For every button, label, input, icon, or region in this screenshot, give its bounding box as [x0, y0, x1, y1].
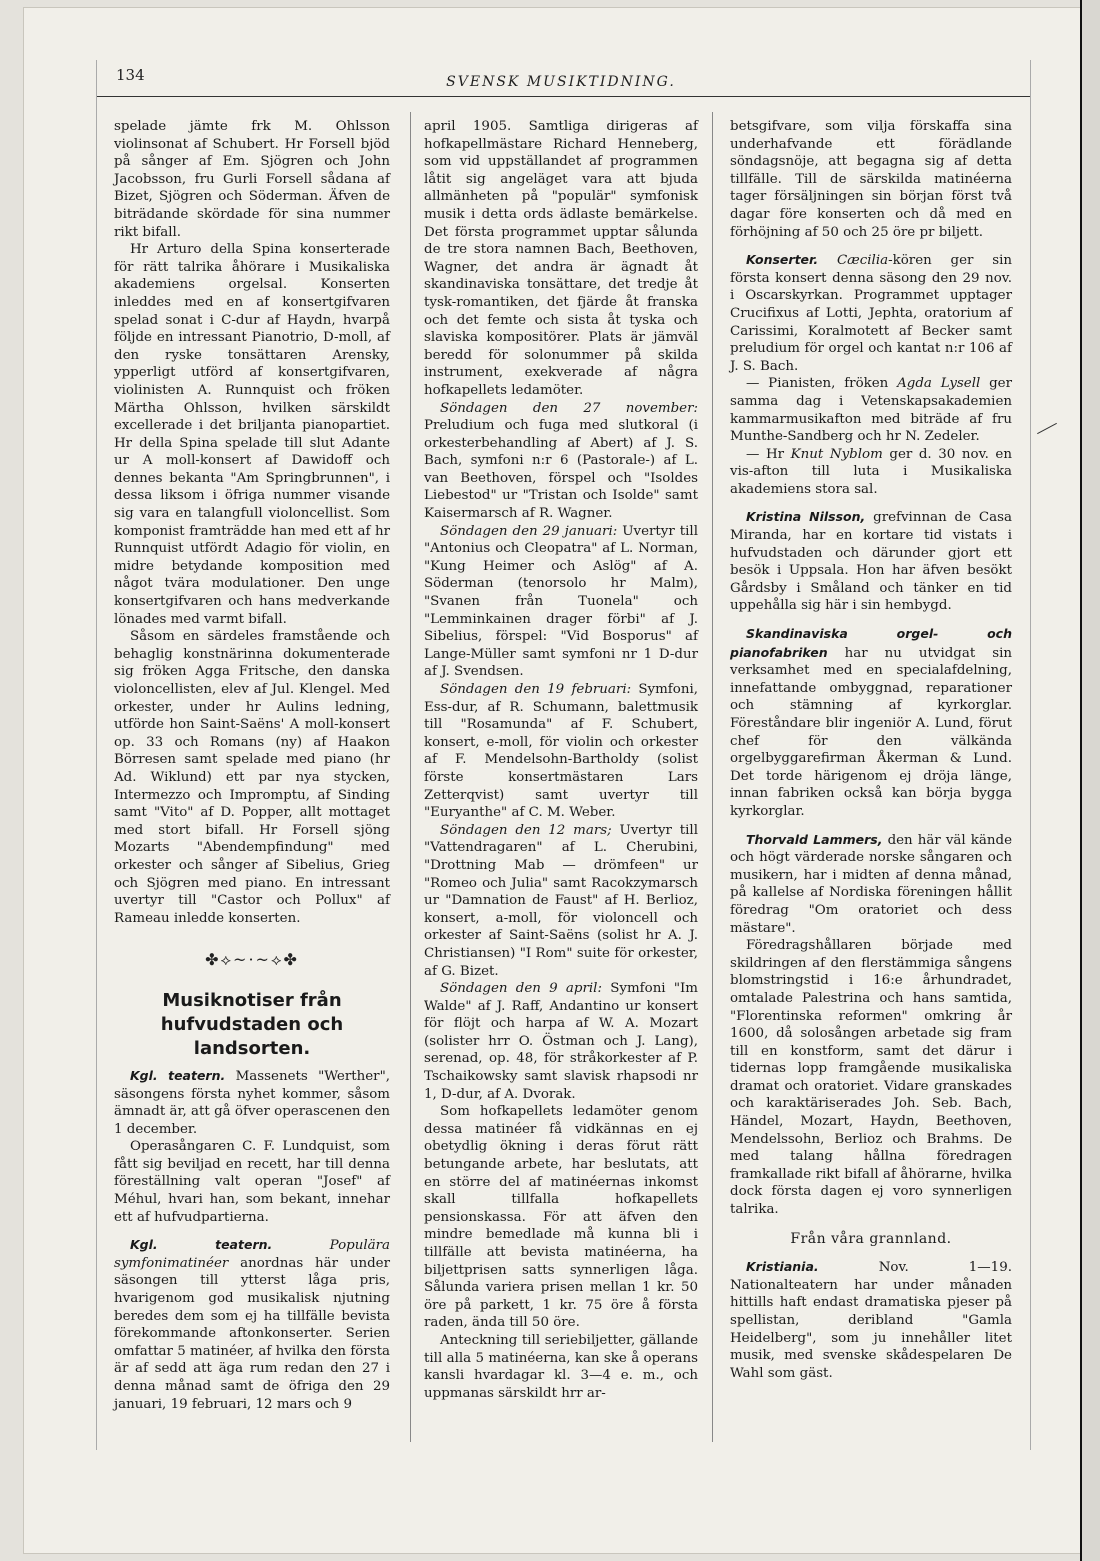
notice-nyblom [730, 446, 1012, 499]
notice-kgl-teatern-1 [114, 1067, 390, 1138]
header-rule [96, 96, 1030, 97]
concert-4-text: Uvertyr till "Vattendragaren" af L. Cherubini, "Drottning Mab — drömfeen" ur "Romeo och Julia" samt Racokzymarsch ur "Damnation de Faust" af H. Berlioz, konsert, a-moll, för violoncell och orkester af Saint-Saëns (solist hr A. J. Christiansen) "I Rom" suite för orkester, af G. Bizet. [424, 822, 699, 979]
notice-lundquist: Operasångaren C. F. Lundquist, som fått sig beviljad en recett, har till denna föreställning valt operan "Josef" af Méhul, hvari han, som bekant, innehar ett af hufvudpartierna. [114, 1139, 390, 1225]
sub-heading-grannland: Från våra grannland. [790, 1230, 952, 1247]
concert-1 [424, 400, 698, 523]
notice2-italic: Populära symfonimatinéer [114, 1238, 390, 1271]
concert-4 [424, 822, 698, 980]
nyblom-text-b: ger d. 30 nov. en vis-afton till luta i Musikaliska akademiens stora sal. [730, 446, 1012, 497]
notice-orgelfabrik [730, 625, 1012, 821]
concert-5-text: Symfoni "Im Walde" af J. Raff, Andantino ur konsert för flöjt och harpa af W. A. Mozart (solister hrr O. Östman och J. Lang), serenad, op. 48, för stråkorkester af P. Tschaikowsky samt slavisk rhapsodi nr 1, D-dur, af A. Dvorak. [424, 981, 698, 1102]
frame-left-rule [96, 60, 97, 1450]
notice2-lead: Kgl. teatern. [130, 1237, 273, 1253]
column-2 [424, 118, 698, 1402]
journal-title: SVENSK MUSIKTIDNING. [446, 74, 676, 90]
concert-5 [424, 980, 698, 1103]
col1-paragraph-3: Såsom en särdeles framstående och behaglig konstnärinna dokumenterade sig fröken Agga Fritsche, den danska violoncellisten, elev af Jul. Klengel. Med orkester, under hr Aulins ledning, utförde hon Saint-Saëns' A moll-konsert op. 33 och Romans (ny) af Haakon Börresen samt spelade med piano (hr Ad. Wiklund) ett par nya stycken, Intermezzo och Impromptu, af Sinding samt "Vito" af D. Popper, allt mottaget med stort bifall. Hr Forsell sjöng Mozarts "Abendempfindung" med orkester och sånger af Sibelius, Grieg och Sjögren med piano. En intressant uvertyr till "Castor och Pollux" af Rameau inledde konserten. [114, 629, 390, 926]
concert-3 [424, 681, 698, 822]
concert-2 [424, 523, 698, 681]
notice-kgl-teatern-2 [114, 1236, 390, 1413]
notice-pianist [730, 375, 1012, 445]
notice1-text: Massenets "Werther", säsongens första nyhet kommer, såsom ämnadt är, att gå öfver operascenen den 1 december. [114, 1068, 390, 1137]
nilsson-lead: Kristina Nilsson, [746, 509, 866, 525]
concert-1-text: Preludium och fuga med slutkoral (i orkesterbehandling af Abert) af J. S. Bach, symfoni n:r 6 (Pastorale-) af L. van Beethoven, förspel och "Isoldes Liebestod" ur "Tristan och Isolde" samt Kaisermarsch af R. Wagner. [424, 418, 698, 522]
konserter-lead: Konserter. [746, 252, 819, 268]
notice-konserter [730, 251, 1012, 375]
frame-right-rule [1030, 60, 1031, 1450]
notice1-lead: Kgl. teatern. [130, 1067, 226, 1083]
ornament-divider: ✤⟡~·~⟡✤ [205, 950, 299, 970]
lammers-lead: Thorvald Lammers, [746, 831, 883, 847]
concert-3-date: Söndagen den 19 februari: [440, 682, 632, 697]
concert-2-date: Söndagen den 29 januari: [440, 523, 618, 539]
column-3 [730, 118, 1012, 1382]
col3-paragraph-1: betsgifvare, som vilja förskaffa sina underhafvande ett förädlande söndagsnöje, att begagna sig af detta tillfälle. Till de särskilda matinéerna tager försäljningen sin början först två dagar före konserten och då med en förhöjning af 50 och 25 öre pr biljett. [730, 119, 1012, 240]
notice-nilsson [730, 508, 1012, 615]
orgel-lead: Skandinaviska orgel- och pianofabriken [730, 626, 1012, 660]
column-rule-1 [410, 112, 411, 1442]
kristiania-lead: Kristiania. [746, 1259, 819, 1275]
col2-paragraph-1: april 1905. Samtliga dirigeras af hofkapellmästare Richard Henneberg, som vid uppställandet af programmen låtit sig angeläget vara att bjuda allmänheten på "populär" symfonisk musik i detta ords ädlaste bemärkelse. Det första programmet upptar sålunda de tre stora namnen Bach, Beethoven, Wagner, det andra är ägnadt åt skandinaviska tonsättare, det tredje åt tysk-romantiken, det fjärde åt franska och det femte och sista åt tyska och slaviska kompositörer. Plats är jämväl beredd för solonummer på skilda instrument, exekverade af några hofkapellets ledamöter. [424, 119, 698, 398]
lammers-paragraph-2: Föredragshållaren började med skildringen af den flerstämmiga sångens blomstringstid i 16:e århundradet, omtalade Palestrina och hans samtida, "Florentinska reformen" omkring år 1600, då solosången arbetade sig fram till en konstform, samt det därur i tidernas lopp framgående musikaliska dramat och oratoriet. Vidare granskades och karaktäriserades Joh. Seb. Bach, Händel, Mozart, Haydn, Beethoven, Mendelssohn, Berlioz och Brahms. De med talang hållna föredragen framkallade rikt bifall af åhörarne, hvilka dock första dagen ej voro synnerligen talrika. [730, 938, 1012, 1218]
page-number: 134 [116, 66, 145, 84]
concert-4-date: Söndagen den 12 mars; [440, 822, 612, 838]
concert-3-text: Symfoni, Ess-dur, af R. Schumann, balettmusik till "Rosamunda" af F. Schubert, konsert, e-moll, för violin och orkester af F. Mendelsohn-Bartholdy (solist förste konsertmästaren Lars Zetterqvist) samt uvertyr till "Euryanthe" af C. M. Weber. [424, 682, 698, 821]
concert-1-date: Söndagen den 27 november: [440, 400, 698, 416]
konserter-text: -kören ger sin första konsert denna säsong den 29 nov. i Oscarskyrkan. Programmet upptager Crucifixus af Lotti, Jephta, oratorium af Carissimi, Koralmotett af Becker samt preludium för orgel och kantat n:r 106 af J. S. Bach. [730, 253, 1012, 374]
scan-edge [1080, 0, 1100, 1561]
concert-5-date: Söndagen den 9 april: [440, 981, 602, 997]
column-rule-2 [712, 112, 713, 1442]
notice2-text: anordnas här under säsongen till ytterst låga pris, hvarigenom god musikalisk njutning beredes dem som ej ha tillfälle bevista förekommande aftonkonserter. Serien omfattar 5 matinéer, af hvilka den första är af sedd att äga rum redan den 27 i denna månad samt de öfriga den 29 januari, 19 februari, 12 mars och 9 [114, 1255, 390, 1412]
pianist-text-a: — Pianisten, fröken [746, 376, 889, 392]
notice-lammers [730, 831, 1012, 938]
column-1 [114, 118, 390, 1413]
kristiania-text: Nov. 1—19. Nationalteatern har under månaden hittills haft endast dramatiska pjeser på spellistan, deribland "Gamla Heidelberg", som ju innehåller litet musik, med svenske skådespelaren De Wahl som gäst. [730, 1260, 1012, 1381]
nyblom-name: Knut Nyblom [790, 446, 883, 462]
col1-paragraph-2: Hr Arturo della Spina konserterade för rätt talrika åhörare i Musikaliska akademiens orgelsal. Konserten inleddes med en af konsertgifvaren spelad sonat i C-dur af Haydn, hvarpå följde en intressant Pianotrio, D-moll, af den ryske tonsättaren Arensky, ypperligt utförd af konsertgifvaren, violinisten A. Runnquist och fröken Märtha Ohlsson, hvilken särskildt excellerade i det briljanta pianopartiet. Hr della Spina spelade till slut Adante ur A moll-konsert af Dawidoff och dennes bekanta "Am Springbrunnen", i dessa liksom i öfriga nummer visande sig vara en talangfull violoncellist. Som komponist framträdde han med ett af hr Runnquist utfördt Adagio för violin, en midre betydande komposition med något tvära modulationer. Den unge konsertgifvaren och hans medverkande lönades med varmt bifall. [114, 242, 390, 627]
col2-paragraph-tickets: Anteckning till seriebiljetter, gällande till alla 5 matinéerna, kan ske å operans kansli hvardagar kl. 3—4 e. m., och uppmanas särskildt hrr ar- [424, 1332, 698, 1401]
konserter-italic: Cæcilia [836, 253, 889, 269]
section-heading: Musiknotiser från hufvudstaden och landsorten. [160, 989, 344, 1059]
concert-2-text: Uvertyr till "Antonius och Cleopatra" af L. Norman, "Kung Heimer och Aslög" af A. Söderman (tenorsolo hr Malm), "Svanen från Tuonela" och "Lemminkainen drager förbi" af J. Sibelius, förspel: "Vid Bosporus" af Lange-Müller samt symfoni nr 1 D-dur af J. Svendsen. [424, 523, 698, 680]
lammers-text: den här väl kände och högt värderade norske sångaren och musikern, har i midten af denna månad, på kallelse af Nordiska föreningen hållit föredrag "Om oratoriet och dess mästare". [730, 832, 1012, 936]
col1-paragraph-1: spelade jämte frk M. Ohlsson violinsonat af Schubert. Hr Forsell bjöd på sånger af Em. Sjögren och John Jacobsson, fru Gurli Forsell sådana af Bizet, Sjögren och Söderman. Äfven de biträdande skördade för sina nummer rikt bifall. [114, 119, 390, 240]
col2-paragraph-pension: Som hofkapellets ledamöter genom dessa matinéer få vidkännas en ej obetydlig ökning i deras förut rätt betungande arbete, har beslutats, att en större del af matinéernas inkomst skall tillfalla hofkapellets pensionskassa. För att äfven den mindre bemedlade må kunna bli i tillfälle att bevista matinéerna, ha biljettprisen satts synnerligen låga. Sålunda varierа prisen mellan 1 kr. 50 öre på parkett, 1 kr. 75 öre å första raden, ända till 50 öre. [424, 1104, 698, 1331]
orgel-text: har nu utvidgat sin verksamhet med en specialafdelning, innefattande ombyggnad, reparationer och stämning af kyrkorglar. Föreståndare blir ingeniör A. Lund, förut chef för den välkända orgelbyggarefirman Åkerman & Lund. Det torde härigenom ej dröja länge, innan fabriken också kan börja bygga kyrkorglar. [730, 645, 1012, 819]
nyblom-text-a: — Hr [746, 446, 785, 462]
nilsson-text: grefvinnan de Casa Miranda, har en kortare tid vistats i hufvudstaden och därunder gjort ett besök i Uppsala. Hon har äfven besökt Gårdsby i Småland och tänker en tid uppehålla sig här i sin hembygd. [730, 510, 1012, 614]
page-header [90, 58, 1032, 98]
pianist-text-b: ger samma dag i Vetenskapsakademien kammarmusikafton med biträde af fru Munthe-Sandberg och hr N. Zedeler. [730, 376, 1012, 445]
pianist-name: Agda Lysell [897, 376, 981, 392]
notice-kristiania [730, 1258, 1012, 1382]
